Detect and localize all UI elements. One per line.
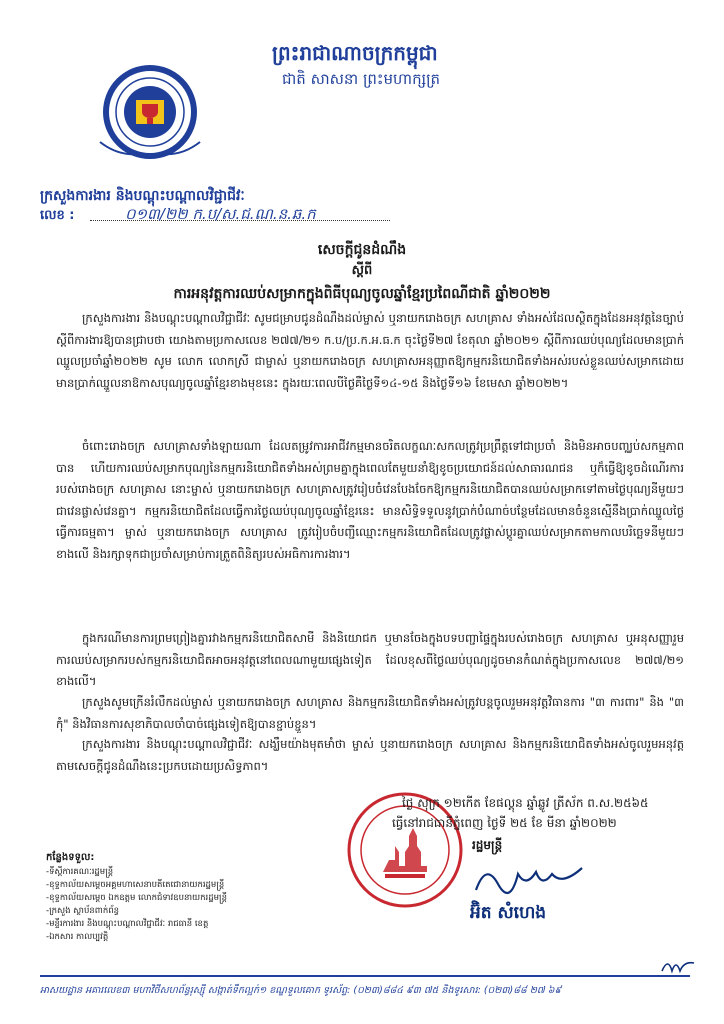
- recipient-item: -ឯកសារ កាលប្បវត្តិ: [46, 932, 109, 942]
- body-paragraph-4: ក្រសួងសូមក្រើនរំលឹកដល់ម្ចាស់ ឬនាយករោងចក្រ សហគ្រាស និងកម្មករនិយោជិតទាំងអស់ត្រូវបន្តចូលរួមអនុវត្តវិធានការ "៣ ការពារ" និង "៣ កុំ" និងវិធានការសុខាភិបាលចាំបាច់ផ្សេងទៀតឱ្យបានខ្ជាប់ខ្ជួន។: [56, 695, 684, 731]
- kingdom-title: ព្រះរាជាណាចក្រកម្ពុជា: [272, 41, 438, 65]
- national-motto: ជាតិ សាសនា ព្រះមហាក្សត្រ: [282, 70, 441, 88]
- body-paragraph-2: ចំពោះរោងចក្រ សហគ្រាសទាំងឡាយណា ដែលតម្រូវការអាជីវកម្មមានចរិតលក្ខណៈសកលត្រូវប្រព្រឹត្តទៅជាប្រចាំ និងមិនអាចបញ្ឈប់សកម្មភាពបាន ហើយការឈប់សម្រាកបុណ្យនៃកម្មករនិយោជិតទាំងអស់ព្រមគ្នាក្នុងពេលតែមួយនាំឱ្យខូចប្រយោជន៍ដល់សាធារណជន ឬក៏ធ្វើឱ្យខូចដំណើរការរបស់រោងចក្រ សហគ្រាស នោះម្ចាស់ ឬនាយករោងចក្រ សហគ្រាសត្រូវរៀបចំវេនបែងចែកឱ្យកម្មករនិយោជិតបានឈប់សម្រាកទៅតាមថ្ងៃបុណ្យនីមួយៗជាវេនផ្លាស់វេនគ្នា។ កម្មករនិយោជិតដែលធ្វើការថ្ងៃឈប់បុណ្យចូលឆ្នាំខ្មែរនេះ មានសិទ្ធិទទួលនូវប្រាក់បំណាច់បន្ថែមដែលមានចំនួនស្មើនឹងប្រាក់ឈ្នួលថ្ងៃធ្វើការធម្មតា។ ម្ចាស់ ឬនាយករោងចក្រ សហគ្រាស ត្រូវរៀបចំបញ្ជីឈ្មោះកម្មករនិយោជិតដែលត្រូវផ្លាស់ប្តូរគ្នាឈប់សម្រាកតាមកាលបរិច្ឆេទនីមួយៗខាងលើ និងរក្សាទុកជាប្រចាំសម្រាប់ការត្រួតពិនិត្យរបស់អធិការការងារ។: [56, 439, 684, 561]
- notice-subtitle: ស្តីពី: [351, 263, 373, 278]
- minister-title: រដ្ឋមន្ត្រី: [472, 838, 503, 852]
- recipient-item: -ទីស្តីការគណៈរដ្ឋមន្ត្រី: [46, 867, 114, 877]
- recipients-list: [46, 866, 227, 944]
- recipient-item: -ក្រសួង ស្ថាប័នពាក់ព័ន្ធ: [46, 906, 120, 916]
- ministry-name: ក្រសួងការងារ និងបណ្តុះបណ្តាលវិជ្ជាជីវៈ: [40, 188, 245, 204]
- notice-title: សេចក្តីជូនដំណឹង: [317, 242, 407, 258]
- footer-address: អាសយដ្ឋាន អគារលេខ៣ មហាវិថីសហព័ន្ធរុស្ស៊ី សង្កាត់ទឹកល្អក់១ ខណ្ឌទួលគោក ទូរស័ព្ទ: (០២៣)៨៨៤ ៩៣ ៧៥ និងទូរសារ: (០២៣)៨៨ ២៧ ៦៩: [40, 985, 562, 996]
- recipient-item: -ខុទ្ទកាល័យសម្តេចអគ្គមហាសេនាបតីតេជោនាយករដ្ឋមន្ត្រី: [46, 880, 225, 890]
- minister-name: អ៊ិត សំហេង: [470, 903, 547, 923]
- recipients-title: កន្លែងទទួល:: [46, 852, 95, 863]
- minister-signature: [470, 860, 590, 900]
- notice-subject: ការអនុវត្តការឈប់សម្រាកក្នុងពិធីបុណ្យចូលឆ្នាំខ្មែរប្រពៃណីជាតិ ឆ្នាំ២០២២: [173, 286, 551, 302]
- body-paragraph-3: ក្នុងករណីមានការព្រមព្រៀងគ្នារវាងកម្មករនិយោជិតសាមី និងនិយោជក ឬមានចែងក្នុងបទបញ្ជាផ្ទៃក្នុងរបស់រោងចក្រ សហគ្រាស ឬអនុសញ្ញារួម ការឈប់សម្រាករបស់កម្មករនិយោជិតអាចអនុវត្តនៅពេលណាមួយផ្សេងទៀត ដែលខុសពីថ្ងៃឈប់បុណ្យដូចមានកំណត់ក្នុងប្រកាសលេខ ២៧៧/២១ ខាងលើ។: [56, 631, 684, 688]
- date-lunar: ថ្ងៃ សុក្រ ១២កើត ខែផល្គុន ឆ្នាំឆ្លូវ ត្រីស័ក ព.ស.២៥៦៥: [402, 796, 649, 810]
- body-paragraph-5: ក្រសួងការងារ និងបណ្តុះបណ្តាលវិជ្ជាជីវៈ សង្ឃឹមយ៉ាងមុតមាំថា ម្ចាស់ ឬនាយករោងចក្រ សហគ្រាស និងកម្មករនិយោជិតទាំងអស់ចូលរួមអនុវត្តតាមសេចក្តីជូនដំណឹងនេះប្រកបដោយប្រសិទ្ធភាព។: [56, 737, 684, 773]
- document-number: ០១៣/២២ ក.ប/ស.ជ.ណ.ន.ឆ.ក: [125, 205, 316, 223]
- footer-divider: [40, 975, 690, 977]
- ministry-logo: [90, 62, 210, 162]
- date-solar: ធ្វើនៅរាជធានីភ្នំពេញ ថ្ងៃទី ២៥ ខែ មីនា ឆ្នាំ២០២២: [392, 816, 617, 830]
- document-number-label: លេខ :: [40, 208, 75, 223]
- initials-mark: [660, 955, 696, 977]
- recipient-item: -ខុទ្ទកាល័យសម្តេច ឯកឧត្តម លោកជំទាវឧបនាយករដ្ឋមន្ត្រី: [46, 893, 227, 903]
- body-paragraph-1: ក្រសួងការងារ និងបណ្តុះបណ្តាលវិជ្ជាជីវៈ សូមជម្រាបជូនដំណឹងដល់ម្ចាស់ ឬនាយករោងចក្រ សហគ្រាស ទាំងអស់ដែលស្ថិតក្នុងដែនអនុវត្តនៃច្បាប់ស្តីពីការងារឱ្យបានជ្រាបថា យោងតាមប្រកាសលេខ ២៧៧/២១ ក.ប/ប្រ.ក.អ.ធ.ក ចុះថ្ងៃទី២៧ ខែតុលា ឆ្នាំ២០២១ ស្តីពីការឈប់បុណ្យដែលមានប្រាក់ឈ្នួលប្រចាំឆ្នាំ២០២២ សូម លោក លោកស្រី ជាម្ចាស់ ឬនាយករោងចក្រ សហគ្រាសអនុញ្ញាតឱ្យកម្មករនិយោជិតទាំងអស់របស់ខ្លួនឈប់សម្រាកដោយមានប្រាក់ឈ្នួលនាឱកាសបុណ្យចូលឆ្នាំខ្មែរខាងមុខនេះ ក្នុងរយៈពេលបីថ្ងៃគឺថ្ងៃទី១៤-១៥ និងថ្ងៃទី១៦ ខែមេសា ឆ្នាំ២០២២។: [56, 311, 684, 390]
- recipient-item: -មន្ទីរការងារ និងបណ្តុះបណ្តាលវិជ្ជាជីវៈ រាជធានី ខេត្ត: [46, 919, 209, 929]
